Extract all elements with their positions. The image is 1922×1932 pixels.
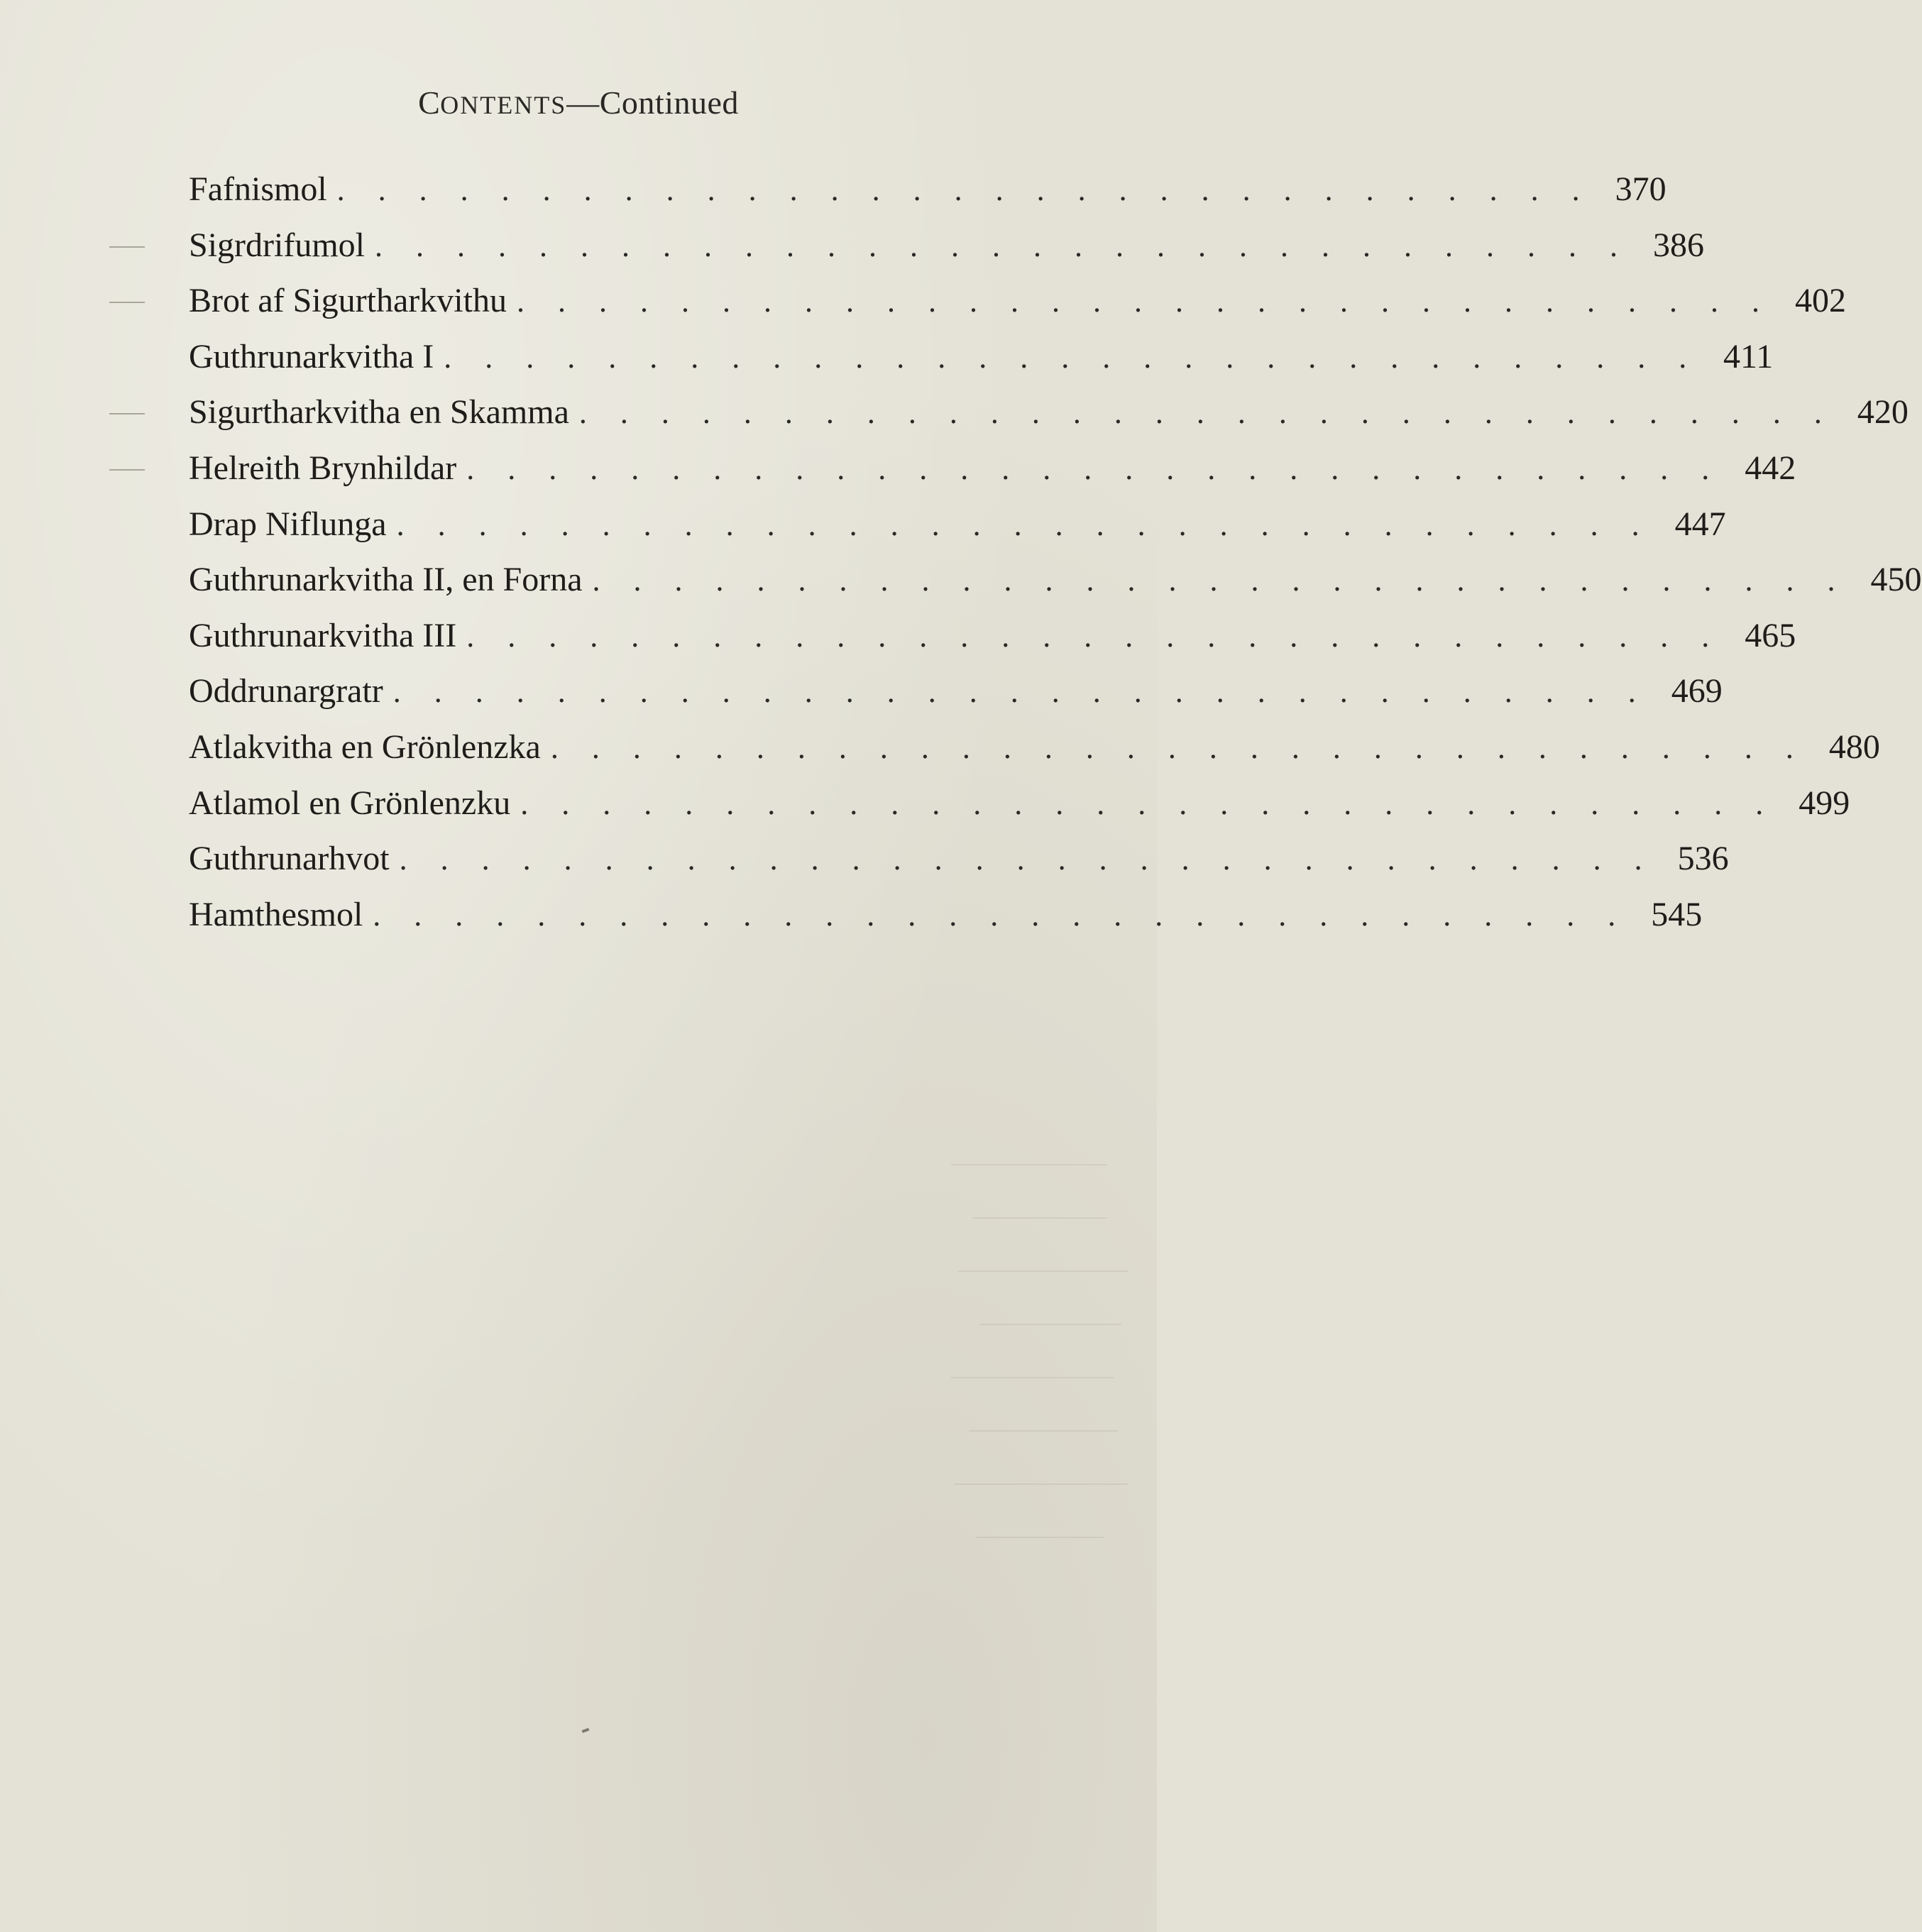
- toc-entry: [189, 441, 1796, 497]
- toc-entry-page: 480: [1828, 728, 1880, 766]
- toc-entry: [189, 497, 1726, 553]
- toc-entry-title: Atlamol en Grönlenzku: [189, 784, 511, 822]
- toc-leader-dots: . . . . . . . . . . . . . . . . . . . . . . . . . . . . . . .: [550, 730, 1806, 765]
- pencil-mark: [109, 413, 145, 415]
- toc-entry-title: Guthrunarhvot: [189, 840, 390, 878]
- toc-entry-title: Drap Niflunga: [189, 505, 387, 543]
- toc-leader-dots: . . . . . . . . . . . . . . . . . . . . . . . . . . . . . . .: [373, 897, 1629, 933]
- toc-entry: [189, 218, 1704, 274]
- toc-entry-page: 411: [1723, 337, 1774, 375]
- toc-leader-dots: . . . . . . . . . . . . . . . . . . . . . . . . . . . . . . .: [444, 339, 1700, 375]
- toc-leader-dots: . . . . . . . . . . . . . . . . . . . . . . . . . . . . . . .: [392, 674, 1649, 710]
- toc-entry-title: Sigurtharkvitha en Skamma: [189, 393, 569, 432]
- toc-entry-title: Helreith Brynhildar: [189, 449, 457, 487]
- toc-entry-page: 442: [1745, 449, 1796, 487]
- toc-entry-title: Guthrunarkvitha III: [189, 616, 457, 654]
- toc-leader-dots: . . . . . . . . . . . . . . . . . . . . . . . . . . . . . . .: [520, 786, 1777, 821]
- toc-entry: [189, 273, 1846, 329]
- toc-entry-title: Fafnismol: [189, 170, 327, 208]
- toc-entry: [189, 329, 1774, 385]
- toc-entry: [189, 162, 1666, 218]
- toc-entry-page: 469: [1671, 672, 1723, 710]
- header-continued: Continued: [599, 84, 739, 121]
- header-dash: —: [566, 84, 600, 121]
- toc-entry: [189, 887, 1703, 943]
- toc-entry: [189, 776, 1850, 832]
- toc-leader-dots: . . . . . . . . . . . . . . . . . . . . . . . . . . . . . . .: [336, 172, 1593, 207]
- toc-leader-dots: . . . . . . . . . . . . . . . . . . . . . . . . . . . . . . .: [592, 563, 1848, 598]
- toc-leader-dots: . . . . . . . . . . . . . . . . . . . . . . . . . . . . . . .: [578, 395, 1835, 431]
- toc-entry-page: 536: [1677, 840, 1729, 878]
- toc-entry-page: 447: [1674, 505, 1726, 543]
- toc-entry: [189, 720, 1880, 776]
- pencil-mark: [109, 246, 145, 248]
- toc-entry-page: 450: [1870, 561, 1922, 599]
- toc-entry: [189, 608, 1796, 664]
- pencil-mark: [109, 302, 145, 303]
- header-smallcaps: ONTENTS: [440, 91, 567, 119]
- toc-entry: [189, 664, 1723, 720]
- toc-entry-title: Guthrunarkvitha I: [189, 337, 434, 375]
- toc-entry-title: Atlakvitha en Grönlenzka: [189, 728, 541, 766]
- toc-leader-dots: . . . . . . . . . . . . . . . . . . . . . . . . . . . . . . .: [466, 451, 1723, 486]
- toc-leader-dots: . . . . . . . . . . . . . . . . . . . . . . . . . . . . . . .: [399, 842, 1655, 877]
- bleed-through-texture: [951, 1150, 1150, 1647]
- toc-entry-title: Hamthesmol: [189, 895, 363, 933]
- toc-entry-page: 465: [1745, 616, 1796, 654]
- toc-leader-dots: . . . . . . . . . . . . . . . . . . . . . . . . . . . . . . .: [516, 284, 1772, 319]
- toc-entry-title: Oddrunargratr: [189, 672, 383, 710]
- header-initial: C: [418, 84, 441, 121]
- pencil-mark: [109, 469, 145, 471]
- toc-entry-page: 499: [1799, 784, 1850, 822]
- toc-entry-page: 386: [1653, 226, 1704, 264]
- toc-leader-dots: . . . . . . . . . . . . . . . . . . . . . . . . . . . . . . .: [466, 618, 1723, 654]
- table-of-contents: [189, 162, 1922, 943]
- toc-entry-title: Brot af Sigurtharkvithu: [189, 282, 507, 320]
- toc-leader-dots: . . . . . . . . . . . . . . . . . . . . . . . . . . . . . . .: [375, 228, 1630, 263]
- toc-entry: [189, 552, 1922, 608]
- toc-entry-page: 370: [1615, 170, 1666, 208]
- toc-entry-page: 545: [1651, 895, 1703, 933]
- toc-entry-page: 420: [1857, 393, 1909, 432]
- toc-entry-title: Sigrdrifumol: [189, 226, 365, 264]
- toc-entry-title: Guthrunarkvitha II, en Forna: [189, 561, 583, 599]
- toc-entry: [189, 385, 1909, 441]
- page-header: [0, 84, 1157, 121]
- toc-entry: [189, 831, 1729, 887]
- toc-leader-dots: . . . . . . . . . . . . . . . . . . . . . . . . . . . . . . .: [396, 507, 1652, 542]
- ink-speck: [582, 1728, 590, 1733]
- toc-entry-page: 402: [1794, 282, 1846, 320]
